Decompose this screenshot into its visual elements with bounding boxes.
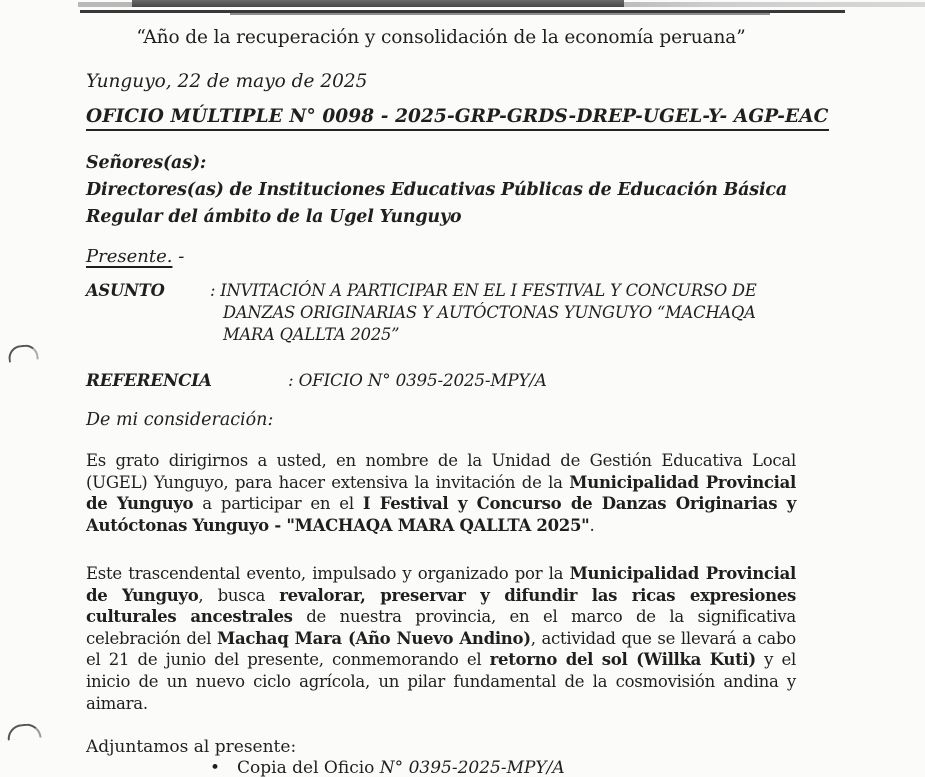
binding-arc-top (7, 343, 39, 362)
presente-word: Presente. (86, 246, 173, 267)
p2-run-5: de nuestra provincia, en el marco de la significativa celebración del (86, 607, 796, 648)
asunto-line-2: DANZAS ORIGINARIAS Y AUTÓCTONAS YUNGUYO “MACHAQA (223, 303, 756, 322)
dateline: Yunguyo, 22 de mayo de 2025 (86, 71, 368, 92)
p1-run-5: . (589, 515, 595, 535)
p2-run-7: , actividad que se llevará a cabo el 21 de junio del presente, conmemorando el (86, 628, 796, 670)
presente-line (86, 246, 796, 267)
p1-run-2-bold: Municipalidad Provincial de Yunguyo (86, 472, 796, 514)
salutation-line: De mi consideración: (86, 410, 274, 430)
asunto-line-1: : INVITACIÓN A PARTICIPAR EN EL I FESTIVAL Y CONCURSO DE (210, 281, 757, 300)
p2-run-8-bold: retorno del sol (Willka Kuti) (489, 650, 756, 670)
p2-run-9: y el inicio de un nuevo ciclo agrícola, un pilar fundamental de la cosmovisión andina y aimara. (86, 650, 796, 713)
p2-run-2-bold: Municipalidad Provincial de Yunguyo (86, 564, 796, 605)
p2-run-1: Este trascendental evento, impulsado y organizado por la (86, 564, 570, 583)
year-slogan: “Año de la recuperación y consolidación de la economía peruana” (136, 27, 746, 48)
letterhead-rule-line-2 (230, 13, 770, 15)
body-paragraph-1 (86, 450, 796, 536)
attachment-item-prefix: Copia del Oficio (237, 758, 380, 777)
oficio-number-title (86, 106, 829, 131)
asunto-label: ASUNTO (86, 281, 165, 300)
asunto-content (210, 280, 796, 346)
recipients-block (86, 150, 796, 231)
attachment-item-ref: N° 0395-2025-MPY/A (379, 758, 565, 777)
attachments-intro: Adjuntamos al presente: (86, 737, 297, 757)
p1-run-1: Es grato dirigirnos a usted, en nombre de la Unidad de Gestión Educativa Local (UGEL) Yunguyo, para hacer extensiva la invitación de la (86, 451, 796, 492)
p1-run-3: a participar en el (193, 494, 363, 514)
letterhead-rule-dark (132, 0, 624, 7)
asunto-line-3: MARA QALLTA 2025” (223, 325, 400, 344)
recipients-line-2: Regular del ámbito de la Ugel Yunguyo (86, 207, 462, 227)
recipients-salutation: Señores(as): (86, 153, 207, 173)
p2-run-4-bold: revalorar, preservar y difundir las ricas expresiones culturales ancestrales (86, 585, 796, 627)
oficio-number-text: OFICIO MÚLTIPLE N° 0098 - 2025-GRP-GRDS-DREP-UGEL-Y- AGP-EAC (86, 106, 829, 131)
bullet-icon: • (210, 758, 221, 777)
binding-arc-bottom (6, 723, 41, 741)
referencia-value: : OFICIO N° 0395-2025-MPY/A (288, 370, 547, 390)
presente-dash: - (172, 246, 185, 267)
p1-run-4-bold: I Festival y Concurso de Danzas Originarias y Autóctonas Yunguyo - "MACHAQA MARA QALLTA 2025" (86, 494, 796, 535)
referencia-row (86, 370, 796, 390)
p2-run-6-bold: Machaq Mara (Año Nuevo Andino) (217, 628, 531, 648)
attachment-item (237, 758, 565, 777)
referencia-label: REFERENCIA (86, 370, 212, 390)
recipients-line-1: Directores(as) de Instituciones Educativas Públicas de Educación Básica (86, 180, 787, 200)
attachment-item-row (210, 758, 565, 777)
body-paragraph-2 (86, 563, 796, 714)
p2-run-3: , busca (198, 585, 280, 605)
asunto-row (86, 280, 796, 346)
